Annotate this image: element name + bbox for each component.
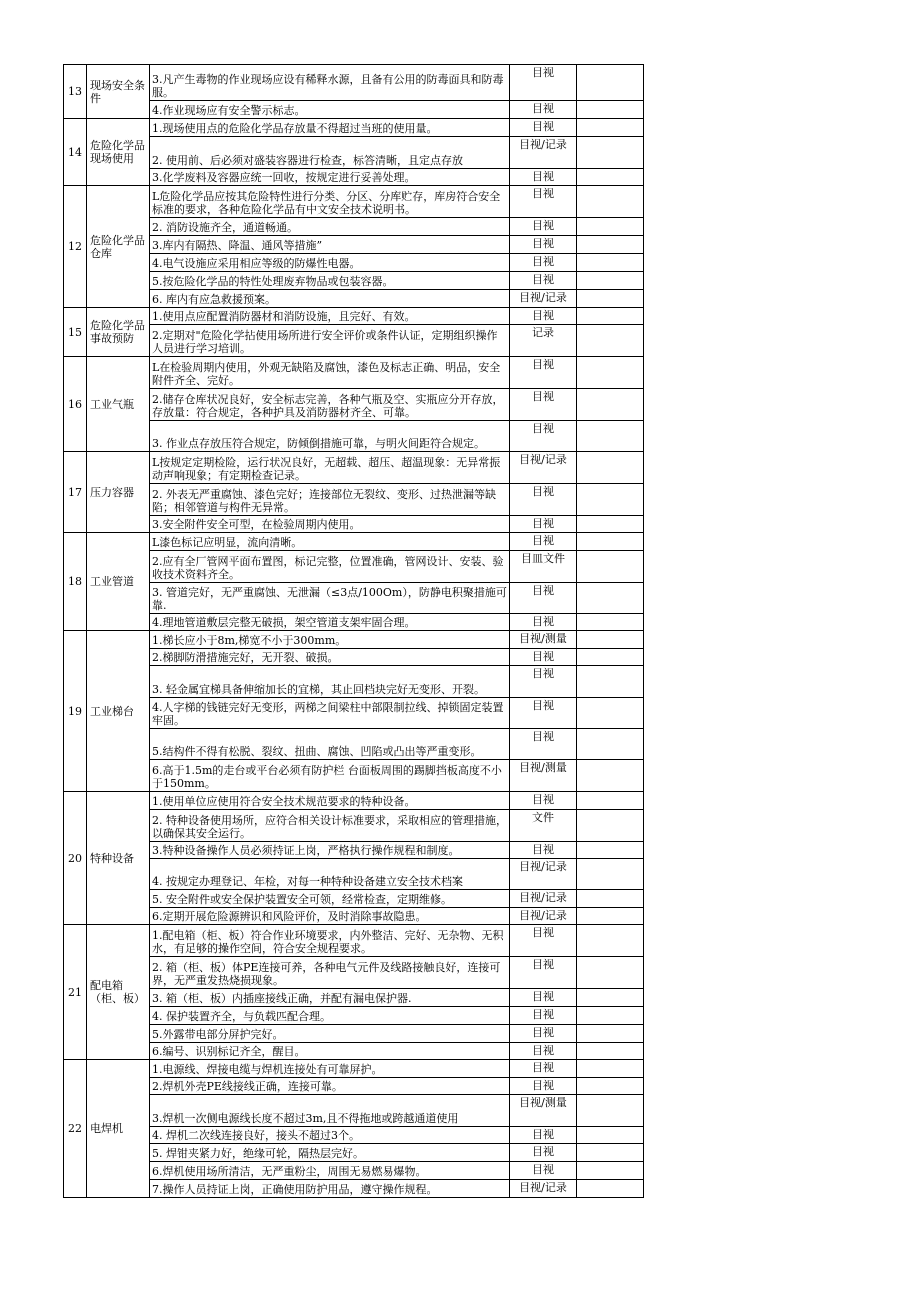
result-cell[interactable] bbox=[577, 1043, 644, 1060]
check-method: 目视 bbox=[510, 698, 577, 729]
check-method: 目视 bbox=[510, 101, 577, 119]
section-number: 14 bbox=[64, 119, 87, 186]
result-cell[interactable] bbox=[577, 729, 644, 760]
check-item: 4. 保护装置齐全，与负载匹配合理。 bbox=[150, 1007, 510, 1025]
check-item: 6.定期开展危险源辨识和风险评价，及时消除事故隐患。 bbox=[150, 908, 510, 925]
check-method: 目视/记录 bbox=[510, 1180, 577, 1198]
check-item: L危险化学品应按其危险特性进行分类、分区、分库贮存，库房符合安全标准的要求，各种危险化学品有中文安全技术说明书。 bbox=[150, 186, 510, 218]
check-method: 目视/记录 bbox=[510, 452, 577, 484]
check-item: 5.结构件不得有松脱、裂纹、扭曲、腐蚀、凹陷或凸出等严重变形。 bbox=[150, 729, 510, 760]
check-method: 目视 bbox=[510, 389, 577, 421]
result-cell[interactable] bbox=[577, 792, 644, 810]
check-item: L漆色标记应明显，流向清晰。 bbox=[150, 533, 510, 551]
check-item: 5.外露带电部分屏护完好。 bbox=[150, 1025, 510, 1043]
result-cell[interactable] bbox=[577, 169, 644, 186]
table-row bbox=[64, 666, 644, 698]
result-cell[interactable] bbox=[577, 421, 644, 452]
table-row bbox=[64, 698, 644, 729]
check-method: 目视 bbox=[510, 65, 577, 101]
table-row bbox=[64, 908, 644, 925]
section-number: 22 bbox=[64, 1060, 87, 1198]
result-cell[interactable] bbox=[577, 308, 644, 325]
check-method: 目视/测量 bbox=[510, 631, 577, 649]
result-cell[interactable] bbox=[577, 908, 644, 925]
check-method: 目视 bbox=[510, 989, 577, 1007]
table-row bbox=[64, 325, 644, 357]
check-method: 目视 bbox=[510, 236, 577, 254]
check-method: 记录 bbox=[510, 325, 577, 357]
table-row bbox=[64, 1180, 644, 1198]
check-item: 2. 消防设施齐全，通道畅通。 bbox=[150, 218, 510, 236]
section-category: 危险化学品事故预防 bbox=[87, 308, 150, 357]
check-method: 目视 bbox=[510, 484, 577, 516]
check-method: 目视 bbox=[510, 254, 577, 272]
table-row bbox=[64, 760, 644, 792]
check-method: 目视 bbox=[510, 272, 577, 290]
check-item: 2. 特种设备使用场所，应符合相关设计标准要求，采取相应的管理措施，以确保其安全运行。 bbox=[150, 810, 510, 842]
check-method: 目视 bbox=[510, 357, 577, 389]
table-row bbox=[64, 389, 644, 421]
result-cell[interactable] bbox=[577, 1007, 644, 1025]
check-item: 2.储存仓库状况良好，安全标志完善，各种气瓶及空、实瓶应分开存放，存放量：符合规定，各种护具及消防器材齐全、可靠。 bbox=[150, 389, 510, 421]
table-row bbox=[64, 1007, 644, 1025]
section-number: 13 bbox=[64, 65, 87, 119]
check-method: 目视/测量 bbox=[510, 760, 577, 792]
result-cell[interactable] bbox=[577, 218, 644, 236]
check-method: 目视/记录 bbox=[510, 890, 577, 908]
table-row bbox=[64, 1127, 644, 1144]
check-item: 2. 外表无严重腐蚀、漆色完好；连接部位无裂纹、变形、过热泄漏等缺陷；相邻管道与构件无异常。 bbox=[150, 484, 510, 516]
checklist-body bbox=[64, 65, 644, 1198]
result-cell[interactable] bbox=[577, 698, 644, 729]
table-row bbox=[64, 1078, 644, 1095]
check-item: 1.使用点应配置消防器材和消防设施，且完好、有效。 bbox=[150, 308, 510, 325]
check-item: 5. 焊钳夹紧力好，绝缘可轮，隔热层完好。 bbox=[150, 1144, 510, 1162]
check-method: 目视 bbox=[510, 729, 577, 760]
check-item: 2.焊机外壳PE线接线正确，连接可靠。 bbox=[150, 1078, 510, 1095]
table-row bbox=[64, 218, 644, 236]
check-method: 目视 bbox=[510, 1007, 577, 1025]
section-category: 电焊机 bbox=[87, 1060, 150, 1198]
table-row bbox=[64, 119, 644, 137]
check-item: 2.定期对"危险化学拈使用场所进行安全评价或条件认证，定期组织操作人员进行学习培训。 bbox=[150, 325, 510, 357]
result-cell[interactable] bbox=[577, 760, 644, 792]
check-method: 目视 bbox=[510, 614, 577, 631]
check-item: 1.现场使用点的危险化学品存放量不得超过当班的使用量。 bbox=[150, 119, 510, 137]
section-category: 配电箱（柜、板） bbox=[87, 925, 150, 1060]
check-method: 目视 bbox=[510, 169, 577, 186]
result-cell[interactable] bbox=[577, 389, 644, 421]
check-item: 7.操作人员持证上岗，正确使用防护用品，遵守操作规程。 bbox=[150, 1180, 510, 1198]
check-item: 1.梯长应小于8m,梯宽不小于300mm。 bbox=[150, 631, 510, 649]
section-category: 工业气瓶 bbox=[87, 357, 150, 452]
result-cell[interactable] bbox=[577, 614, 644, 631]
result-cell[interactable] bbox=[577, 583, 644, 614]
table-row bbox=[64, 137, 644, 169]
check-method: 目视 bbox=[510, 925, 577, 957]
check-method: 目视 bbox=[510, 649, 577, 666]
table-row bbox=[64, 65, 644, 101]
check-item: 4.人字梯的钱链完好无变形，两梯之间梁柱中部限制拉线、掉锁固定装置牢固。 bbox=[150, 698, 510, 729]
result-cell[interactable] bbox=[577, 290, 644, 308]
check-item: 1.电源线、焊接电缆与焊机连接处有可靠屏护。 bbox=[150, 1060, 510, 1078]
table-row bbox=[64, 957, 644, 989]
check-method: 目视 bbox=[510, 1060, 577, 1078]
table-row bbox=[64, 272, 644, 290]
check-item: 4.理地管道敷层完整无破损，架空管道支架牢固合理。 bbox=[150, 614, 510, 631]
result-cell[interactable] bbox=[577, 357, 644, 389]
table-row bbox=[64, 169, 644, 186]
result-cell[interactable] bbox=[577, 533, 644, 551]
check-item: 4.作业现场应有安全警示标志。 bbox=[150, 101, 510, 119]
result-cell[interactable] bbox=[577, 516, 644, 533]
table-row bbox=[64, 583, 644, 614]
table-row bbox=[64, 421, 644, 452]
section-category: 特种设备 bbox=[87, 792, 150, 925]
table-row bbox=[64, 308, 644, 325]
result-cell[interactable] bbox=[577, 1025, 644, 1043]
check-item: 6.高于1.5m的走台或平台必须有防护栏 台面板周围的踢脚挡板高度不小于150mm。 bbox=[150, 760, 510, 792]
check-method: 文件 bbox=[510, 810, 577, 842]
result-cell[interactable] bbox=[577, 452, 644, 484]
table-row bbox=[64, 842, 644, 859]
table-row bbox=[64, 859, 644, 890]
section-number: 21 bbox=[64, 925, 87, 1060]
check-item: 3.焊机一次侧电源线长度不超过3m,且不得拖地或跨越通道使用 bbox=[150, 1095, 510, 1127]
table-row bbox=[64, 614, 644, 631]
check-item: 4. 焊机二次线连接良好，接头不超过3个。 bbox=[150, 1127, 510, 1144]
section-category: 危险化学品现场使用 bbox=[87, 119, 150, 186]
table-row bbox=[64, 1095, 644, 1127]
check-method: 目视/记录 bbox=[510, 290, 577, 308]
check-item: 5. 安全附件或安全保护装置安全可领，经常检查，定期维修。 bbox=[150, 890, 510, 908]
result-cell[interactable] bbox=[577, 957, 644, 989]
check-item: L在检验周期内使用，外观无缺陷及腐蚀，漆色及标志正确、明品，安全附件齐全、完好。 bbox=[150, 357, 510, 389]
check-item: 1.配电箱（柜、板）符合作业环境要求，内外整洁、完好、无杂物、无积水，有足够的操作空间，符合安全规程要求。 bbox=[150, 925, 510, 957]
section-category: 工业管道 bbox=[87, 533, 150, 631]
check-method: 目视 bbox=[510, 119, 577, 137]
table-row bbox=[64, 729, 644, 760]
check-item: 4.电气设施应采用相应等级的防爆性电器。 bbox=[150, 254, 510, 272]
result-cell[interactable] bbox=[577, 649, 644, 666]
table-row bbox=[64, 1025, 644, 1043]
check-item: 3.特种设备操作人员必须持证上岗，严格执行操作规程和制度。 bbox=[150, 842, 510, 859]
check-item: L按规定定期检险，运行状况良好，无超载、超压、超温现象：无异常振动声响现象；有定期检查记录。 bbox=[150, 452, 510, 484]
check-item: 2. 箱（柜、板）体PE连接可养，各种电气元件及线路接触良好，连接可界，无严重发热烧损现象。 bbox=[150, 957, 510, 989]
section-number: 18 bbox=[64, 533, 87, 631]
check-item: 3. 轻金属宜梯具备伸缩加长的宜梯，其止回档块完好无变形、开裂。 bbox=[150, 666, 510, 698]
check-method: 目皿文件 bbox=[510, 551, 577, 583]
table-row bbox=[64, 810, 644, 842]
check-method: 目视 bbox=[510, 842, 577, 859]
check-item: 6.焊机使用场所清洁，无严重粉尘，周围无易燃易爆物。 bbox=[150, 1162, 510, 1180]
table-row bbox=[64, 254, 644, 272]
result-cell[interactable] bbox=[577, 236, 644, 254]
table-row bbox=[64, 989, 644, 1007]
result-cell[interactable] bbox=[577, 254, 644, 272]
table-row bbox=[64, 551, 644, 583]
section-number: 12 bbox=[64, 186, 87, 308]
check-method: 目视 bbox=[510, 1078, 577, 1095]
check-method: 目视 bbox=[510, 186, 577, 218]
table-row bbox=[64, 649, 644, 666]
check-item: 2.梯脚防滑措施完好，无开裂、破损。 bbox=[150, 649, 510, 666]
check-method: 目视/记录 bbox=[510, 859, 577, 890]
table-row bbox=[64, 290, 644, 308]
check-method: 目视 bbox=[510, 308, 577, 325]
check-item: 6. 库内有应急救援预案。 bbox=[150, 290, 510, 308]
result-cell[interactable] bbox=[577, 1127, 644, 1144]
check-item: 3.库内有隔热、降温、通风等措施” bbox=[150, 236, 510, 254]
check-item: 3.安全附件安全可型，在检验周期内使用。 bbox=[150, 516, 510, 533]
table-row bbox=[64, 533, 644, 551]
result-cell[interactable] bbox=[577, 890, 644, 908]
check-item: 4. 按规定办理登记、年检，对每一种特种设备建立安全技术档案 bbox=[150, 859, 510, 890]
section-number: 17 bbox=[64, 452, 87, 533]
result-cell[interactable] bbox=[577, 1078, 644, 1095]
table-row bbox=[64, 236, 644, 254]
result-cell[interactable] bbox=[577, 631, 644, 649]
section-number: 20 bbox=[64, 792, 87, 925]
table-row bbox=[64, 890, 644, 908]
check-method: 目视 bbox=[510, 218, 577, 236]
result-cell[interactable] bbox=[577, 137, 644, 169]
table-row bbox=[64, 452, 644, 484]
check-method: 目视 bbox=[510, 1162, 577, 1180]
section-number: 19 bbox=[64, 631, 87, 792]
result-cell[interactable] bbox=[577, 551, 644, 583]
check-method: 目视 bbox=[510, 1025, 577, 1043]
result-cell[interactable] bbox=[577, 810, 644, 842]
section-number: 16 bbox=[64, 357, 87, 452]
check-item: 1.使用单位应使用符合安全技术规范要求的特种设备。 bbox=[150, 792, 510, 810]
inspection-checklist-table bbox=[63, 64, 644, 1198]
table-row bbox=[64, 792, 644, 810]
result-cell[interactable] bbox=[577, 666, 644, 698]
check-method: 目视/测量 bbox=[510, 1095, 577, 1127]
check-method: 目视/记录 bbox=[510, 908, 577, 925]
check-method: 目视 bbox=[510, 666, 577, 698]
check-method: 目视 bbox=[510, 421, 577, 452]
check-item: 3. 管道完好，无严重腐蚀、无泄漏（≤3点/100Om），防静电积聚措施可靠. bbox=[150, 583, 510, 614]
check-item: 6.编号、识别标记齐全，醒目。 bbox=[150, 1043, 510, 1060]
table-row bbox=[64, 357, 644, 389]
section-category: 压力容器 bbox=[87, 452, 150, 533]
result-cell[interactable] bbox=[577, 1095, 644, 1127]
check-item: 3.凡产生毒物的作业现场应设有稀释水源，且备有公用的防毒面具和防毒服。 bbox=[150, 65, 510, 101]
check-item: 2. 使用前、后必须对盛装容器进行检查，标答清晰，且定点存放 bbox=[150, 137, 510, 169]
table-row bbox=[64, 1144, 644, 1162]
result-cell[interactable] bbox=[577, 859, 644, 890]
result-cell[interactable] bbox=[577, 101, 644, 119]
result-cell[interactable] bbox=[577, 186, 644, 218]
section-category: 现场安全条件 bbox=[87, 65, 150, 119]
result-cell[interactable] bbox=[577, 484, 644, 516]
result-cell[interactable] bbox=[577, 272, 644, 290]
table-row bbox=[64, 1043, 644, 1060]
check-method: 目视 bbox=[510, 583, 577, 614]
check-method: 目视 bbox=[510, 957, 577, 989]
check-method: 目视 bbox=[510, 1144, 577, 1162]
result-cell[interactable] bbox=[577, 1144, 644, 1162]
result-cell[interactable] bbox=[577, 325, 644, 357]
section-category: 工业梯台 bbox=[87, 631, 150, 792]
table-row bbox=[64, 516, 644, 533]
check-item: 3.化学废料及容器应统一回收，按规定进行妥善处理。 bbox=[150, 169, 510, 186]
table-row bbox=[64, 1162, 644, 1180]
table-row bbox=[64, 186, 644, 218]
check-item: 2.应有全厂管网平面布置图，标记完整，位置准确，管网设计、安装、验收技术资料齐全。 bbox=[150, 551, 510, 583]
check-item: 5.按危险化学品的特性处理废弃物品或包装容器。 bbox=[150, 272, 510, 290]
result-cell[interactable] bbox=[577, 925, 644, 957]
table-row bbox=[64, 1060, 644, 1078]
check-method: 目视 bbox=[510, 792, 577, 810]
result-cell[interactable] bbox=[577, 1162, 644, 1180]
table-row bbox=[64, 484, 644, 516]
result-cell[interactable] bbox=[577, 65, 644, 101]
check-item: 3. 作业点存放压符合规定，防倾倒措施可靠，与明火间距符合规定。 bbox=[150, 421, 510, 452]
result-cell[interactable] bbox=[577, 119, 644, 137]
check-method: 目视 bbox=[510, 516, 577, 533]
check-item: 3. 箱（柜、板）内插座接线正确，并配有漏电保护器. bbox=[150, 989, 510, 1007]
section-category: 危险化学品仓库 bbox=[87, 186, 150, 308]
result-cell[interactable] bbox=[577, 989, 644, 1007]
table-row bbox=[64, 101, 644, 119]
check-method: 目视 bbox=[510, 533, 577, 551]
section-number: 15 bbox=[64, 308, 87, 357]
check-method: 目视 bbox=[510, 1043, 577, 1060]
table-row bbox=[64, 631, 644, 649]
table-row bbox=[64, 925, 644, 957]
result-cell[interactable] bbox=[577, 1060, 644, 1078]
check-method: 目视/记录 bbox=[510, 137, 577, 169]
result-cell[interactable] bbox=[577, 842, 644, 859]
result-cell[interactable] bbox=[577, 1180, 644, 1198]
check-method: 目视 bbox=[510, 1127, 577, 1144]
